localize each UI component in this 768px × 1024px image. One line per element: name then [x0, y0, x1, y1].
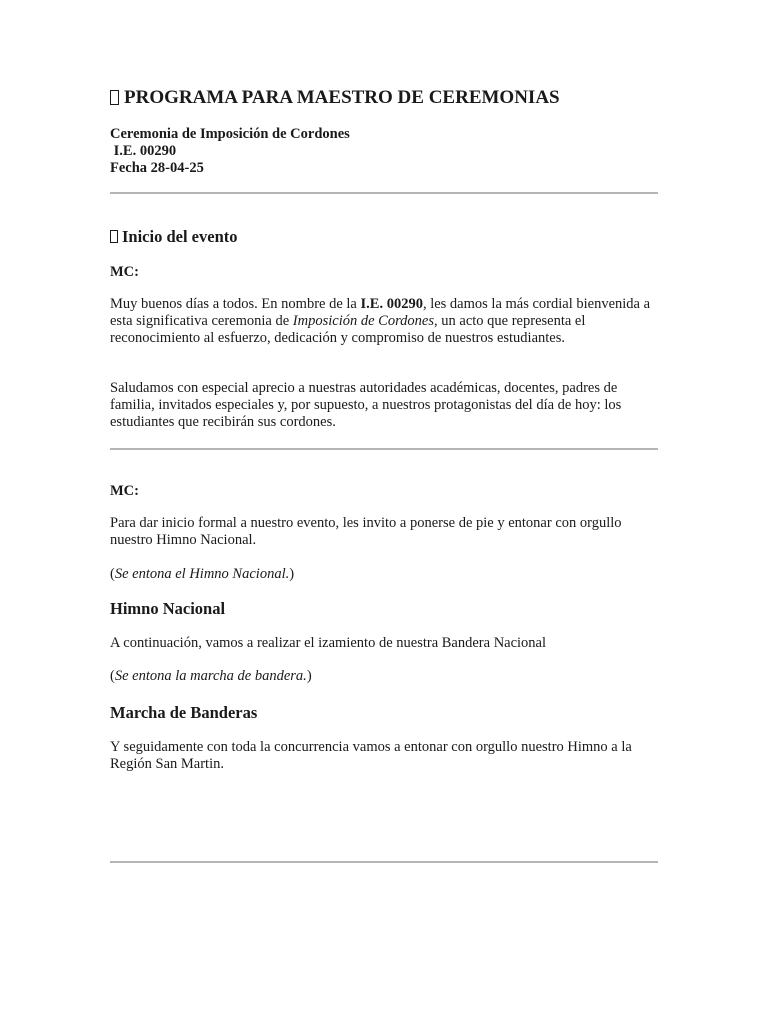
stage-direction [110, 566, 658, 583]
welcome-text-c: , les damos la más cordial bienvenida a esta significativa ceremonia de [110, 296, 651, 329]
unsupported-glyph-icon [110, 230, 118, 243]
speaker-label: MC: [110, 264, 139, 280]
paren-close: ) [306, 668, 312, 684]
section-heading-himno: Himno Nacional [110, 599, 226, 618]
horizontal-rule [110, 861, 658, 863]
section-heading-inicio-text: Inicio del evento [122, 227, 238, 246]
stage-direction-text: Se entona el Himno Nacional. [114, 566, 290, 582]
school-code: I.E. 00290 [110, 143, 177, 159]
stage-direction-text: Se entona la marcha de bandera. [114, 668, 307, 684]
paren-open: ( [110, 566, 115, 582]
horizontal-rule [110, 448, 658, 450]
paren-close: ) [289, 566, 295, 582]
welcome-ceremony-name: Imposición de Cordones [292, 313, 435, 329]
section-heading-inicio [110, 227, 238, 247]
document-title-text: PROGRAMA PARA MAESTRO DE CEREMONIAS [124, 87, 560, 108]
welcome-school-code: I.E. 00290 [360, 296, 423, 312]
document-meta [110, 126, 350, 177]
welcome-text-a: Muy buenos días a todos. En nombre de la [110, 296, 361, 312]
paren-open: ( [110, 668, 115, 684]
greeting-paragraph: Saludamos con especial aprecio a nuestras autoridades académicas, docentes, padres de familia, invitados especiales y, por supuesto, a nuestros protagonistas del día de hoy: los estudiantes que recibirán sus cordones. [110, 380, 622, 430]
flag-raising-paragraph: A continuación, vamos a realizar el izamiento de nuestra Bandera Nacional [110, 635, 547, 651]
welcome-paragraph [110, 296, 658, 347]
anthem-intro-paragraph: Para dar inicio formal a nuestro evento, les invito a ponerse de pie y entonar con orgullo nuestro Himno Nacional. [110, 515, 622, 548]
event-date: Fecha 28-04-25 [110, 160, 204, 176]
stage-direction [110, 668, 658, 685]
regional-anthem-paragraph: Y seguidamente con toda la concurrencia vamos a entonar con orgullo nuestro Himno a la Región San Martin. [110, 739, 632, 772]
speaker-label: MC: [110, 483, 139, 499]
section-heading-marcha: Marcha de Banderas [110, 703, 258, 722]
welcome-text-e: , un acto que representa el reconocimiento al esfuerzo, dedicación y compromiso de nuestros estudiantes. [110, 313, 586, 346]
ceremony-name: Ceremonia de Imposición de Cordones [110, 126, 350, 142]
document-title [110, 86, 560, 110]
horizontal-rule [110, 192, 658, 194]
unsupported-glyph-icon [110, 90, 119, 105]
